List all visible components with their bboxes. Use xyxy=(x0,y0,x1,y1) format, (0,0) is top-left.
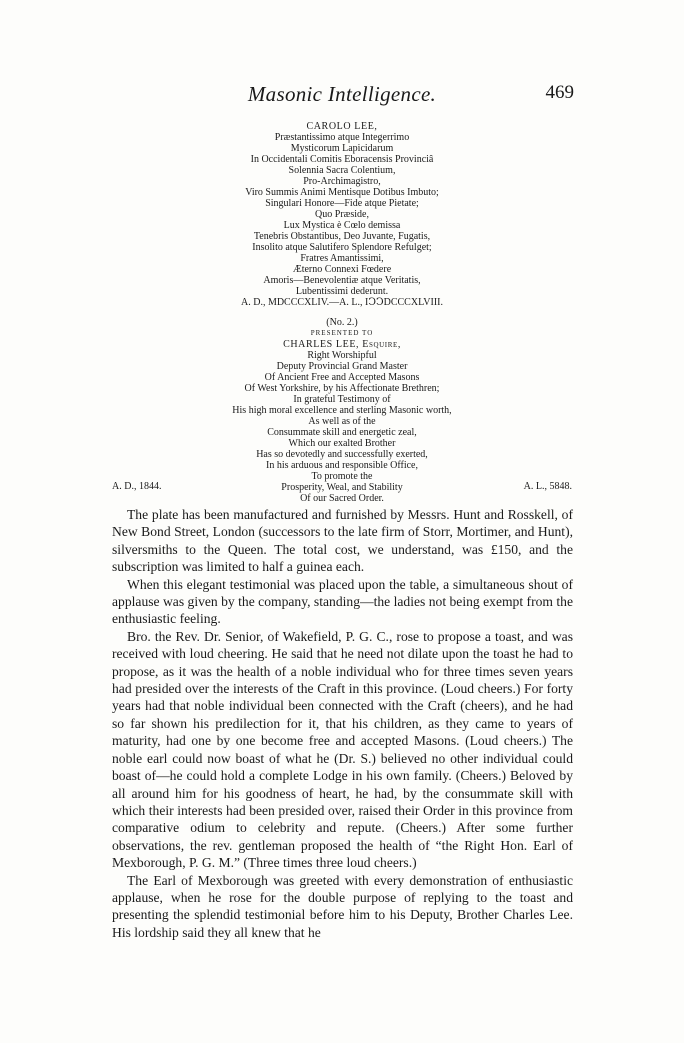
english-inscription-dateline xyxy=(112,481,572,492)
body-paragraph: Bro. the Rev. Dr. Senior, of Wakefield, P. G. C., rose to propose a toast, and was received with loud cheering. He said that he need not dilate upon the toast he had to propose, as it was the health of a noble individual who for three times seven years had presided over the interests of the Craft in this province. (Loud cheers.) For forty years had that noble individual been connected with the Craft (cheers), and he had so far shown his predilection for it, that his children, as they came to years of maturity, had one by one become free and accepted Masons. (Loud cheers.) The noble earl could now boast of what he (Dr. S.) believed no other individual could boast of—he could hold a complete Lodge in his own family. (Cheers.) Beloved by all around him for his goodness of heart, he had, by the consummate skill with which their interests had been presided over, raised their Order in this province from comparative odium to celebrity and repute. (Cheers.) After some further observations, the rev. gentleman proposed the health of “the Right Hon. Earl of Mexborough, P. G. M.” (Three times three loud cheers.) xyxy=(112,628,573,871)
article-body xyxy=(112,506,573,941)
inscription-line: Deputy Provincial Grand Master xyxy=(276,361,408,372)
date-anno-domini: A. D., 1844. xyxy=(112,481,162,492)
inscription-line: Of Ancient Free and Accepted Masons xyxy=(264,372,420,383)
inscription-line: In Occidentali Comitis Eboracensis Provinciâ xyxy=(250,154,434,165)
page-number: 469 xyxy=(545,82,574,103)
body-paragraph: The Earl of Mexborough was greeted with every demonstration of enthusiastic applause, when he rose for the double purpose of replying to the toast and presenting the splendid testimonial before him to his Deputy, Brother Charles Lee. His lordship said they all knew that he xyxy=(112,872,573,940)
body-paragraph: The plate has been manufactured and furnished by Messrs. Hunt and Rosskell, of New Bond Street, London (successors to the late firm of Storr, Mortimer, and Hunt), silversmiths to the Queen. The total cost, we understand, was £150, and the subscription was limited to half a guinea each. xyxy=(112,507,573,575)
inscription-line: Consummate skill and energetic zeal, xyxy=(267,427,417,438)
inscription-date: A. D., MDCCCXLIV.—A. L., IↃↃDCCCXLVIII. xyxy=(241,297,443,308)
inscription-line: Insolito atque Salutifero Splendore Refulget; xyxy=(252,242,432,253)
inscription-line: Which our exalted Brother xyxy=(288,438,396,449)
inscription-line: Æterno Connexi Fœdere xyxy=(292,264,392,275)
inscription-line: Lubentissimi dederunt. xyxy=(295,286,389,297)
inscription-line: To promote the xyxy=(311,471,373,482)
inscription-line: Right Worshipful xyxy=(307,350,377,361)
inscription-line: Amoris—Benevolentiæ atque Veritatis, xyxy=(263,275,421,286)
date-anno-lucis: A. L., 5848. xyxy=(523,481,572,492)
inscription-line: In his arduous and responsible Office, xyxy=(265,460,418,471)
inscription-line: Of West Yorkshire, by his Affectionate Brethren; xyxy=(244,383,440,394)
inscription-line: Quo Præside, xyxy=(315,209,369,220)
inscription-line: Mysticorum Lapicidarum xyxy=(290,143,394,154)
inscription-line: Viro Summis Animi Mentisque Dotibus Imbuto; xyxy=(245,187,439,198)
inscription-line: Prosperity, Weal, and Stability xyxy=(281,482,403,493)
inscription-line: His high moral excellence and sterling Masonic worth, xyxy=(232,405,452,416)
inscription-line: CAROLO LEE, xyxy=(306,121,378,132)
inscription-line: Of our Sacred Order. xyxy=(300,493,384,504)
inscription-line: Pro-Archimagistro, xyxy=(303,176,381,187)
inscription-line: Solennia Sacra Colentium, xyxy=(288,165,396,176)
presented-to-label: PRESENTED TO xyxy=(310,329,374,337)
testimonial-number: (No. 2.) xyxy=(326,317,358,328)
page-header xyxy=(0,82,684,112)
latin-inscription xyxy=(0,121,684,504)
inscription-line: In grateful Testimony of xyxy=(293,394,391,405)
body-paragraph: When this elegant testimonial was placed upon the table, a simultaneous shout of applause was given by the company, standing—the ladies not being exempt from the enthusiastic feeling. xyxy=(112,576,573,627)
recipient-name: CHARLES LEE, Esquire, xyxy=(283,339,401,350)
inscription-line: Tenebris Obstantibus, Deo Juvante, Fugatis, xyxy=(253,231,431,242)
inscription-line: Singulari Honore—Fide atque Pietate; xyxy=(265,198,419,209)
inscription-line: Præstantissimo atque Integerrimo xyxy=(274,132,410,143)
inscription-line: As well as of the xyxy=(308,416,376,427)
inscription-line: Lux Mystica è Cœlo demissa xyxy=(283,220,401,231)
inscription-line: Fratres Amantissimi, xyxy=(300,253,384,264)
running-title: Masonic Intelligence. xyxy=(247,82,437,106)
inscription-line: Has so devotedly and successfully exerted, xyxy=(256,449,428,460)
